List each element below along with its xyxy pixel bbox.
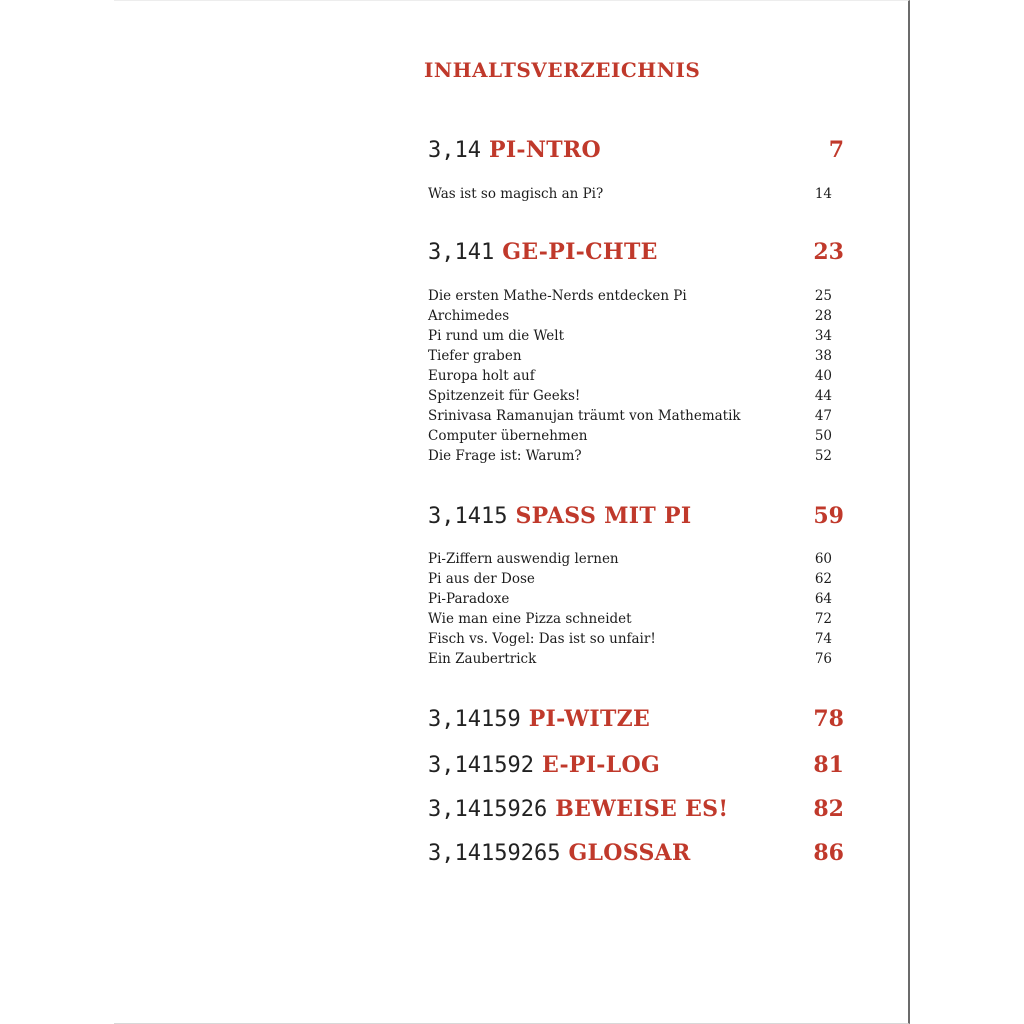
toc-entry[interactable]: Was ist so magisch an Pi? 14 xyxy=(428,186,832,202)
toc-entry[interactable]: Tiefer graben 38 xyxy=(428,348,832,364)
chapter-number: 3,141592 E-PI-LOG xyxy=(428,752,661,778)
toc-title: INHALTSVERZEICHNIS xyxy=(424,58,701,82)
chapter-heading-ge-pi-chte[interactable] xyxy=(428,235,844,269)
chapter-page-number: 78 xyxy=(813,706,844,732)
toc-entry[interactable]: Srinivasa Ramanujan träumt von Mathematik 47 xyxy=(428,408,832,424)
chapter-heading-pi-ntro[interactable] xyxy=(428,133,844,167)
chapter-title: GE-PI-CHTE xyxy=(502,239,658,265)
chapter-page-number: 82 xyxy=(813,796,844,822)
chapter-number: 3,1415926 BEWEISE ES! xyxy=(428,796,729,822)
toc-entry[interactable]: Pi rund um die Welt 34 xyxy=(428,328,832,344)
chapter-title: BEWEISE ES! xyxy=(555,796,729,822)
toc-entry[interactable]: Ein Zaubertrick 76 xyxy=(428,651,832,667)
chapter-title: E-PI-LOG xyxy=(541,752,661,778)
chapter-number: 3,14159265 GLOSSAR xyxy=(428,840,691,866)
chapter-entries-list xyxy=(428,184,832,204)
toc-entry[interactable]: Computer übernehmen 50 xyxy=(428,428,832,444)
chapter-page-number: 7 xyxy=(828,137,844,163)
toc-entry[interactable]: Die ersten Mathe-Nerds entdecken Pi 25 xyxy=(428,288,832,304)
chapter-page-number: 86 xyxy=(813,840,844,866)
toc-entry[interactable]: Pi-Paradoxe 64 xyxy=(428,591,832,607)
toc-entry[interactable]: Archimedes 28 xyxy=(428,308,832,324)
chapter-heading-spass-mit-pi[interactable] xyxy=(428,499,844,533)
chapter-number: 3,141 GE-PI-CHTE xyxy=(428,239,658,265)
toc-entry[interactable]: Fisch vs. Vogel: Das ist so unfair! 74 xyxy=(428,631,832,647)
chapter-title: GLOSSAR xyxy=(568,840,691,866)
chapter-entries-list xyxy=(428,549,832,669)
chapter-page-number: 59 xyxy=(813,503,844,529)
chapter-entries-list xyxy=(428,286,832,466)
toc-entry[interactable]: Die Frage ist: Warum? 52 xyxy=(428,448,832,464)
chapter-title: PI-NTRO xyxy=(488,137,601,163)
toc-entry[interactable]: Pi aus der Dose 62 xyxy=(428,571,832,587)
chapter-number: 3,14 PI-NTRO xyxy=(428,137,601,163)
chapter-title: SPASS MIT PI xyxy=(515,503,692,529)
chapter-number: 3,1415 SPASS MIT PI xyxy=(428,503,692,529)
chapter-heading-pi-witze[interactable] xyxy=(428,702,844,736)
chapter-page-number: 23 xyxy=(813,239,844,265)
chapter-number: 3,14159 PI-WITZE xyxy=(428,706,651,732)
chapter-title: PI-WITZE xyxy=(528,706,651,732)
toc-entry[interactable]: Europa holt auf 40 xyxy=(428,368,832,384)
chapter-heading-beweise-es[interactable] xyxy=(428,792,844,826)
chapter-heading-e-pi-log[interactable] xyxy=(428,748,844,782)
chapter-heading-glossar[interactable] xyxy=(428,836,844,870)
toc-entry[interactable]: Spitzenzeit für Geeks! 44 xyxy=(428,388,832,404)
chapter-page-number: 81 xyxy=(813,752,844,778)
toc-entry[interactable]: Pi-Ziffern auswendig lernen 60 xyxy=(428,551,832,567)
toc-entry[interactable]: Wie man eine Pizza schneidet 72 xyxy=(428,611,832,627)
